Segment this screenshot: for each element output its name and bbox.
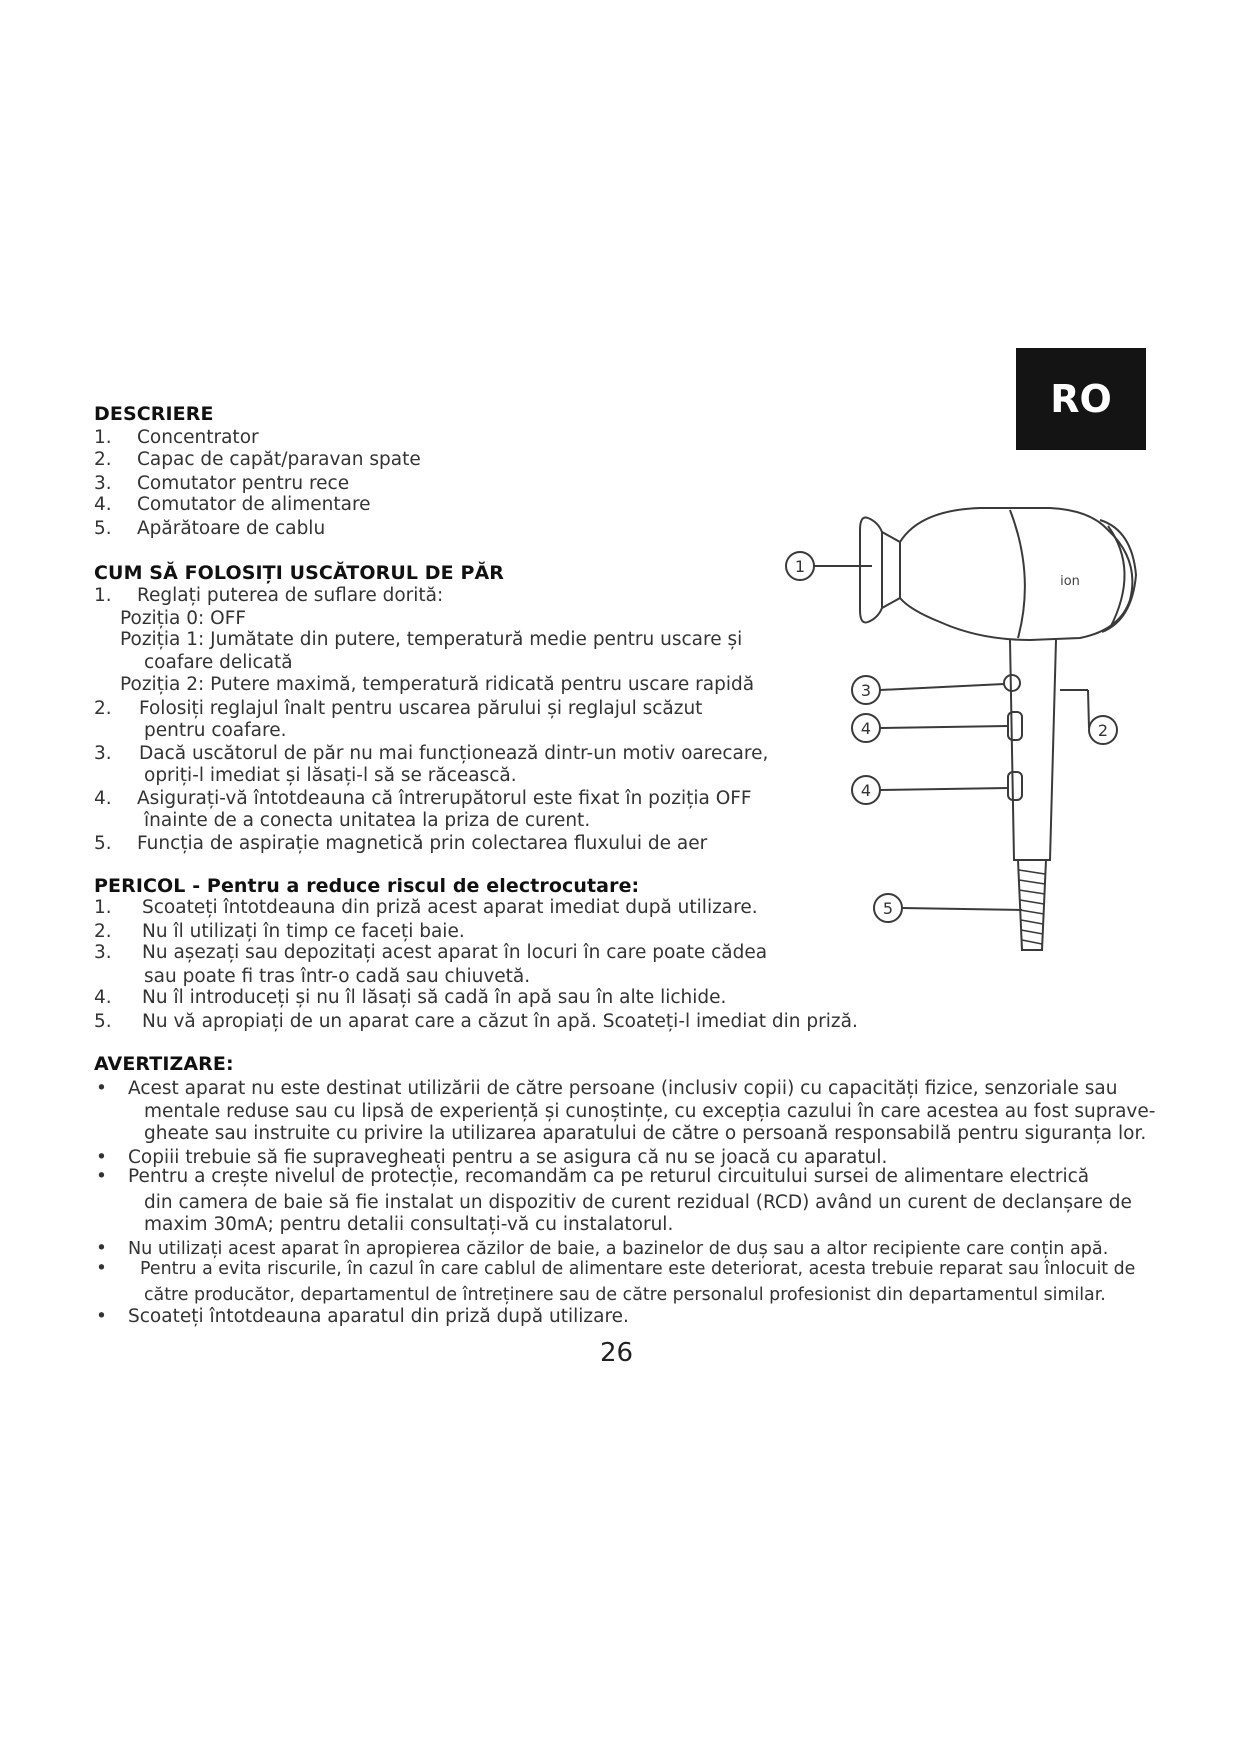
cable-guard-ribs (1019, 870, 1045, 944)
list-item: Nu vă apropiați de un aparat care a căzut în apă. Scoateți-l imediat din priză. (142, 1011, 858, 1032)
list-item: Nu îl utilizați în timp ce faceți baie. (142, 921, 465, 942)
list-item: Reglați puterea de suflare dorită: (137, 585, 444, 606)
list-item: înainte de a conecta unitatea la priza de curent. (144, 810, 591, 831)
leader-line-5 (902, 908, 1022, 910)
leader-line-4b (880, 788, 1008, 790)
list-item-number: 5. (94, 518, 112, 539)
cool-switch-shape (1004, 675, 1020, 691)
list-item: Nu utilizați acest aparat în apropierea căzilor de baie, a bazinelor de duș sau a altor recipiente care conțin apă. (128, 1239, 1109, 1259)
list-item-number: 3. (94, 473, 112, 494)
list-item: Comutator pentru rece (137, 473, 350, 494)
list-item-number: 1. (94, 427, 112, 448)
list-item: Asigurați-vă întotdeauna că întrerupătorul este fixat în poziția OFF (137, 788, 752, 809)
bullet: • (96, 1258, 107, 1279)
list-item: Dacă uscătorul de păr nu mai funcționează dintr-un motiv oarecare, (139, 743, 769, 764)
position-line: Poziția 0: OFF (120, 608, 247, 629)
callout-label: 4 (860, 719, 872, 738)
list-item: Pentru a evita riscurile, în cazul în care cablul de alimentare este deteriorat, acesta trebuie reparat sau înlocuit de (140, 1259, 1136, 1279)
position-line: coafare delicată (144, 652, 293, 673)
list-item-number: 4. (94, 987, 112, 1008)
list-item-number: 2. (94, 449, 112, 470)
language-badge: RO (1016, 348, 1146, 450)
callout-label: 2 (1097, 721, 1109, 740)
list-item: maxim 30mA; pentru detalii consultați-vă cu instalatorul. (144, 1214, 674, 1235)
back-cap-inner (1108, 526, 1125, 628)
list-item: din camera de baie să fie instalat un dispozitiv de curent rezidual (RCD) având un curent de declanșare de (144, 1192, 1132, 1213)
body-seam (1010, 510, 1025, 638)
list-item-number: 3. (94, 942, 112, 963)
list-item: gheate sau instruite cu privire la utilizarea aparatului de către o persoană responsabilă pentru siguranța lor. (144, 1123, 1147, 1144)
list-item-number: 1. (94, 897, 112, 918)
list-item-number: 5. (94, 1011, 112, 1032)
list-item: Nu așezați sau depozitați acest aparat în locuri în care poate cădea (142, 942, 768, 963)
list-item: Folosiți reglajul înalt pentru uscarea părului și reglajul scăzut (139, 698, 703, 719)
list-item-number: 4. (94, 494, 112, 515)
list-item: Nu îl introduceți și nu îl lăsați să cadă în apă sau în alte lichide. (142, 987, 727, 1008)
list-item-number: 2. (94, 921, 112, 942)
list-item: Acest aparat nu este destinat utilizării de către persoane (inclusiv copii) cu capacități fizice, senzoriale sau (128, 1078, 1118, 1099)
list-item: sau poate fi tras într-o cadă sau chiuvetă. (144, 966, 531, 987)
handle (1010, 640, 1056, 860)
position-line: Poziția 1: Jumătate din putere, temperatură medie pentru uscare și (120, 629, 743, 650)
power-switch-shape-2 (1008, 772, 1022, 800)
concentrator-shape (860, 518, 882, 623)
list-item: pentru coafare. (144, 720, 287, 741)
hair-dryer-diagram (760, 490, 1160, 980)
list-item: Apărătoare de cablu (137, 518, 326, 539)
list-item-number: 3. (94, 743, 112, 764)
avertizare-heading: AVERTIZARE: (94, 1053, 234, 1075)
cum-heading: CUM SĂ FOLOSIȚI USCĂTORUL DE PĂR (94, 562, 505, 584)
leader-line-4a (880, 726, 1008, 728)
pericol-heading: PERICOL - Pentru a reduce riscul de electrocutare: (94, 875, 640, 897)
list-item-number: 2. (94, 698, 112, 719)
list-item-number: 1. (94, 585, 112, 606)
brand-logo: ion (1060, 574, 1080, 589)
callout-label: 1 (794, 557, 806, 576)
list-item: opriți-l imediat și lăsați-l să se răcească. (144, 765, 517, 786)
callout-label: 4 (860, 781, 872, 800)
list-item: Comutator de alimentare (137, 494, 371, 515)
page-number: 26 (600, 1338, 634, 1368)
back-cap (1100, 520, 1136, 632)
bullet: • (96, 1147, 107, 1168)
list-item: Concentrator (137, 427, 259, 448)
position-line: Poziția 2: Putere maximă, temperatură ridicată pentru uscare rapidă (120, 674, 755, 695)
list-item: mentale reduse sau cu lipsă de experiență și cunoștințe, cu excepția cazului în care acestea au fost suprave- (144, 1101, 1156, 1122)
list-item: Scoateți întotdeauna aparatul din priză după utilizare. (128, 1306, 629, 1327)
power-switch-shape (1008, 712, 1022, 740)
bullet: • (96, 1306, 107, 1327)
list-item: Funcția de aspirație magnetică prin colectarea fluxului de aer (137, 833, 708, 854)
list-item: Copiii trebuie să fie supravegheați pentru a se asigura că nu se joacă cu aparatul. (128, 1147, 888, 1168)
list-item: Pentru a crește nivelul de protecție, recomandăm ca pe returul circuitului sursei de alimentare electrică (128, 1166, 1090, 1187)
bullet: • (96, 1078, 107, 1099)
callout-label: 5 (882, 899, 894, 918)
bullet: • (96, 1238, 107, 1259)
list-item: către producător, departamentul de întreținere sau de către personalul profesionist din departamentul similar. (144, 1285, 1106, 1305)
bullet: • (96, 1166, 107, 1187)
list-item: Scoateți întotdeauna din priză acest aparat imediat după utilizare. (142, 897, 758, 918)
list-item-number: 5. (94, 833, 112, 854)
list-item-number: 4. (94, 788, 112, 809)
descriere-heading: DESCRIERE (94, 403, 214, 425)
leader-line-2 (1088, 690, 1089, 728)
list-item: Capac de capăt/paravan spate (137, 449, 421, 470)
callout-label: 3 (860, 681, 872, 700)
leader-line-3 (880, 684, 1004, 690)
nozzle-neck (882, 532, 900, 608)
